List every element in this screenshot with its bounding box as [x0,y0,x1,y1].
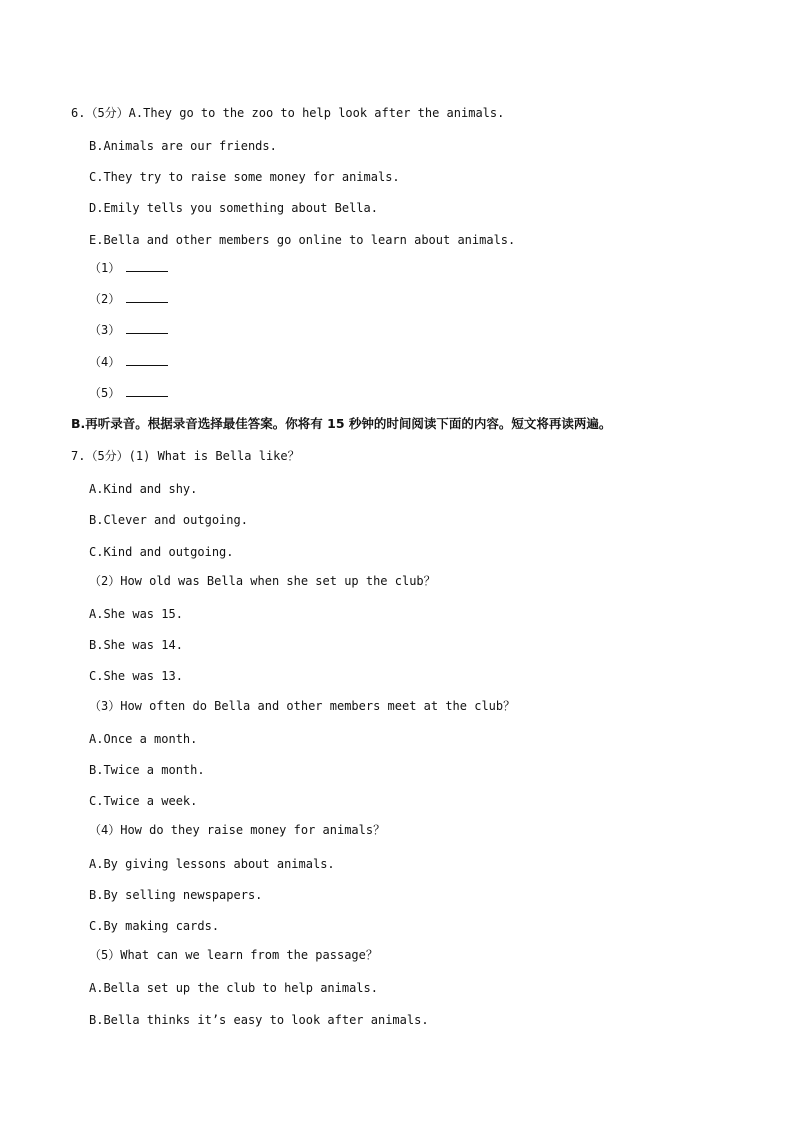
q7-3-question: （3）How often do Bella and other members meet at the club？ [89,699,516,713]
q7-1-option-a: A.Kind and shy. [89,482,198,496]
q7-2-option-a: A.She was 15. [89,607,183,621]
q6-option-c: C.They try to raise some money for animals. [89,170,400,184]
q7-4-option-a: A.By giving lessons about animals. [89,857,335,871]
q7-1-option-c: C.Kind and outgoing. [89,545,234,559]
q7-heading: 7.（5分）(1) What is Bella like？ [71,449,300,463]
blank-label: （4） [89,355,121,369]
answer-blank [126,354,168,366]
q6-blank-2 [89,291,168,307]
q6-option-b: B.Animals are our friends. [89,139,277,153]
q7-4-option-c: C.By making cards. [89,919,220,933]
q6-option-d: D.Emily tells you something about Bella. [89,201,378,215]
q7-5-question: （5）What can we learn from the passage？ [89,948,378,962]
q7-3-option-a: A.Once a month. [89,732,198,746]
q7-4-question: （4）How do they raise money for animals？ [89,823,386,837]
q7-2-question: （2）How old was Bella when she set up the club？ [89,574,436,588]
q6-option-e: E.Bella and other members go online to learn about animals. [89,233,516,247]
q7-5-option-b: B.Bella thinks it’s easy to look after animals. [89,1013,429,1027]
q6-blank-3 [89,322,168,338]
blank-label: （2） [89,292,121,306]
blank-label: （5） [89,386,121,400]
q6-heading: 6.（5分）A.They go to the zoo to help look after the animals. [71,106,505,120]
answer-blank [126,385,168,397]
q6-blank-5 [89,385,168,401]
q7-5-option-a: A.Bella set up the club to help animals. [89,981,378,995]
section-b-instruction: B.再听录音。根据录音选择最佳答案。你将有 15 秒钟的时间阅读下面的内容。短文将再读两遍。 [71,416,612,431]
q7-4-option-b: B.By selling newspapers. [89,888,263,902]
q7-2-option-c: C.She was 13. [89,669,183,683]
q7-2-option-b: B.She was 14. [89,638,183,652]
q7-3-option-b: B.Twice a month. [89,763,205,777]
q6-blank-1 [89,260,168,276]
q7-3-option-c: C.Twice a week. [89,794,198,808]
q7-1-option-b: B.Clever and outgoing. [89,513,248,527]
q6-blank-4 [89,354,168,370]
blank-label: （3） [89,323,121,337]
answer-blank [126,322,168,334]
blank-label: （1） [89,261,121,275]
answer-blank [126,260,168,272]
answer-blank [126,291,168,303]
